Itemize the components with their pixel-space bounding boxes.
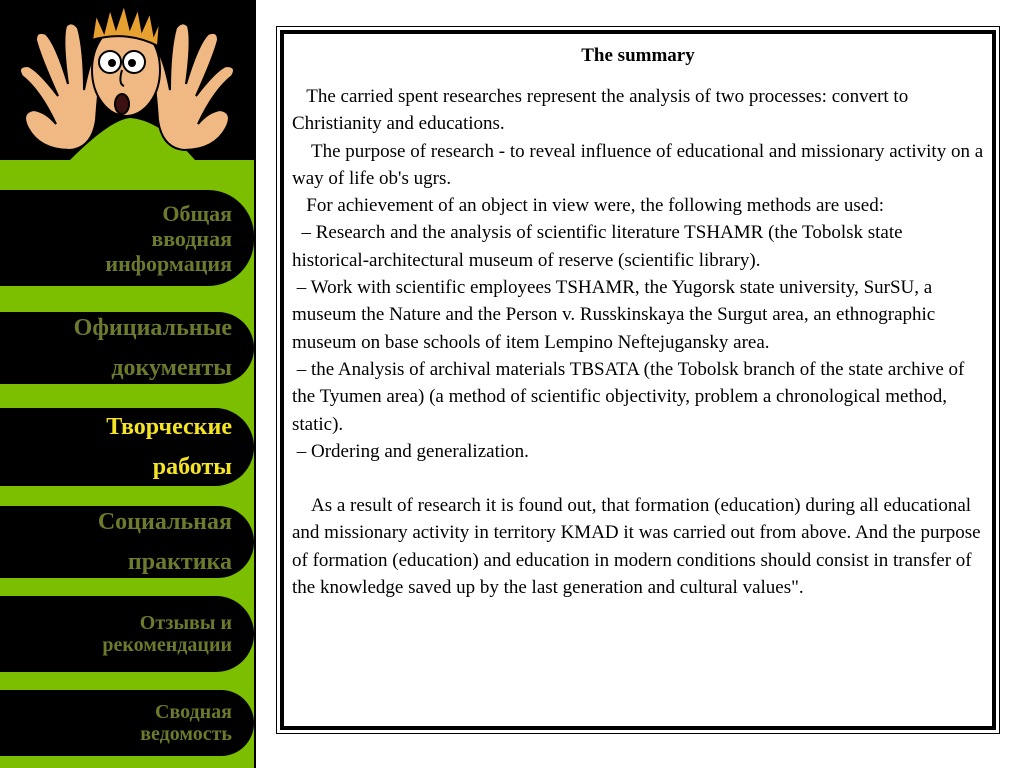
nav-item-label: информация xyxy=(105,250,232,276)
content-paragraph: For achievement of an object in view were, the following methods are used: xyxy=(292,195,884,217)
nav-item-label: работы xyxy=(152,454,232,480)
content-paragraph: The carried spent researches represent the analysis of two processes: convert to Christianity and educations. xyxy=(292,86,913,135)
nav-item-label: Отзывы и xyxy=(139,612,232,634)
content-list-item: – Research and the analysis of scientific literature TSHAMR (the Tobolsk state historical-architectural museum of reserve (scientific library). xyxy=(292,222,908,271)
nav-item-label: вводная xyxy=(151,225,232,251)
nav-item-label: практика xyxy=(127,549,232,575)
content-conclusion: As a result of research it is found out, that formation (education) during all educational and missionary activity in territory KMAD it was carried out from above. And the purpose of formation (education) and education in modern conditions should consist in transfer of the knowledge saved up by the last generation and cultural values". xyxy=(292,495,986,599)
nav-item-label: Творческие xyxy=(106,414,232,440)
nav-item-label: ведомость xyxy=(140,723,232,745)
page-title: The summary xyxy=(581,45,695,66)
content-paragraph: The purpose of research - to reveal influence of educational and missionary activity on a way of life ob's ugrs. xyxy=(292,140,988,189)
nav-item-creative-works[interactable] xyxy=(0,408,254,486)
content-frame xyxy=(276,26,1000,734)
paragraph-spacer xyxy=(292,465,984,492)
content-list-item: – the Analysis of archival materials TBSATA (the Tobolsk branch of the state archive of the Tyumen area) (a method of scientific objectivity, problem a chronological method, static). xyxy=(292,358,970,435)
nav-item-label: Сводная xyxy=(155,701,232,723)
content-list-item: – Work with scientific employees TSHAMR, the Yugorsk state university, SurSU, a museum the Nature and the Person v. Russkinskaya the Surgut area, an ethnographic museum on base schools of item Lempino Neftejugansky area. xyxy=(292,277,940,353)
nav-item-official-documents[interactable] xyxy=(0,312,254,384)
nav-item-label: документы xyxy=(111,355,232,381)
cartoon-man-panic-icon xyxy=(0,0,254,160)
nav-item-summary-sheet[interactable] xyxy=(0,690,254,756)
nav-item-general-info[interactable] xyxy=(0,190,254,286)
nav-item-label: Социальная xyxy=(97,509,232,535)
nav-item-label: рекомендации xyxy=(102,634,232,656)
content-list-item: – Ordering and generalization. xyxy=(292,440,529,462)
nav-item-label: Общая xyxy=(162,200,232,226)
content-panel xyxy=(280,30,996,730)
nav-item-social-practice[interactable] xyxy=(0,506,254,578)
nav-item-label: Официальные xyxy=(73,315,232,341)
sidebar xyxy=(0,0,256,768)
nav-item-reviews[interactable] xyxy=(0,596,254,672)
